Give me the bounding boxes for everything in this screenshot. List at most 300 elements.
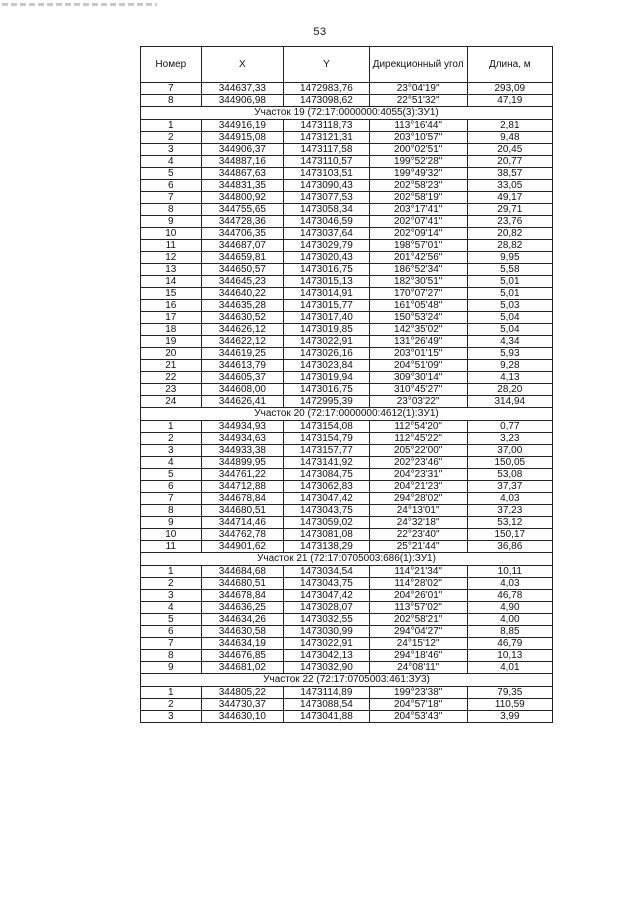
point-number: 1 — [141, 421, 202, 433]
direction-angle: 202°07'41" — [369, 216, 467, 228]
coord-y: 1473037,64 — [284, 228, 370, 240]
table-row — [141, 288, 553, 300]
table-row — [141, 469, 553, 481]
coord-x: 344630,52 — [201, 312, 284, 324]
length: 28,82 — [467, 240, 552, 252]
coord-y: 1473103,51 — [284, 168, 370, 180]
length: 5,01 — [467, 288, 552, 300]
point-number: 5 — [141, 168, 202, 180]
length: 5,01 — [467, 276, 552, 288]
coord-y: 1473014,91 — [284, 288, 370, 300]
section-row — [141, 553, 553, 566]
coord-x: 344761,22 — [201, 469, 284, 481]
direction-angle: 198°57'01" — [369, 240, 467, 252]
coord-y: 1473141,92 — [284, 457, 370, 469]
coord-x: 344714,46 — [201, 517, 284, 529]
table-row — [141, 372, 553, 384]
header-length: Длина, м — [467, 47, 552, 83]
coord-y: 1473121,31 — [284, 132, 370, 144]
coord-y: 1473042,13 — [284, 650, 370, 662]
table-body — [141, 83, 553, 723]
table-row — [141, 132, 553, 144]
point-number: 2 — [141, 132, 202, 144]
coord-x: 344630,10 — [201, 711, 284, 723]
direction-angle: 205°22'00" — [369, 445, 467, 457]
coord-y: 1473032,55 — [284, 614, 370, 626]
coord-y: 1473154,08 — [284, 421, 370, 433]
table-row — [141, 541, 553, 553]
table-row — [141, 638, 553, 650]
table-row — [141, 156, 553, 168]
direction-angle: 22°51'32" — [369, 95, 467, 107]
point-number: 21 — [141, 360, 202, 372]
direction-angle: 113°57'02" — [369, 602, 467, 614]
length: 0,77 — [467, 421, 552, 433]
coord-x: 344730,37 — [201, 699, 284, 711]
table-row — [141, 336, 553, 348]
coord-x: 344619,25 — [201, 348, 284, 360]
point-number: 8 — [141, 650, 202, 662]
table-row — [141, 711, 553, 723]
table-row — [141, 614, 553, 626]
point-number: 6 — [141, 180, 202, 192]
length: 10,11 — [467, 566, 552, 578]
table-row — [141, 180, 553, 192]
point-number: 10 — [141, 529, 202, 541]
table-row — [141, 396, 553, 408]
coord-y: 1473081,08 — [284, 529, 370, 541]
direction-angle: 161°05'48" — [369, 300, 467, 312]
length: 4,03 — [467, 578, 552, 590]
point-number: 3 — [141, 144, 202, 156]
point-number: 20 — [141, 348, 202, 360]
table-row — [141, 433, 553, 445]
length: 37,37 — [467, 481, 552, 493]
direction-angle: 204°26'01" — [369, 590, 467, 602]
coord-y: 1473098,62 — [284, 95, 370, 107]
point-number: 3 — [141, 445, 202, 457]
length: 4,03 — [467, 493, 552, 505]
table-row — [141, 687, 553, 699]
section-title: Участок 21 (72:17:0705003:686(1):ЗУ1) — [141, 553, 553, 566]
coord-x: 344650,57 — [201, 264, 284, 276]
header-x: X — [201, 47, 284, 83]
coord-y: 1473030,99 — [284, 626, 370, 638]
length: 33,05 — [467, 180, 552, 192]
direction-angle: 203°17'41" — [369, 204, 467, 216]
coord-y: 1473034,54 — [284, 566, 370, 578]
coord-y: 1473029,79 — [284, 240, 370, 252]
coord-y: 1473043,75 — [284, 505, 370, 517]
coord-x: 344626,12 — [201, 324, 284, 336]
table-row — [141, 578, 553, 590]
table-row — [141, 517, 553, 529]
coord-x: 344934,63 — [201, 433, 284, 445]
table-row — [141, 228, 553, 240]
coord-x: 344634,19 — [201, 638, 284, 650]
coord-y: 1473016,75 — [284, 264, 370, 276]
direction-angle: 202°58'23" — [369, 180, 467, 192]
coord-x: 344680,51 — [201, 505, 284, 517]
point-number: 24 — [141, 396, 202, 408]
table-row — [141, 421, 553, 433]
length: 49,17 — [467, 192, 552, 204]
table-row — [141, 590, 553, 602]
length: 2,81 — [467, 120, 552, 132]
coord-y: 1473046,59 — [284, 216, 370, 228]
direction-angle: 24°13'01" — [369, 505, 467, 517]
page-number: 53 — [313, 26, 327, 38]
length: 36,86 — [467, 541, 552, 553]
direction-angle: 202°58'21" — [369, 614, 467, 626]
table-row — [141, 360, 553, 372]
point-number: 9 — [141, 216, 202, 228]
coord-x: 344867,63 — [201, 168, 284, 180]
direction-angle: 199°49'32" — [369, 168, 467, 180]
length: 4,00 — [467, 614, 552, 626]
direction-angle: 23°03'22" — [369, 396, 467, 408]
coord-y: 1473028,07 — [284, 602, 370, 614]
table-row — [141, 204, 553, 216]
direction-angle: 204°53'43" — [369, 711, 467, 723]
direction-angle: 294°18'46" — [369, 650, 467, 662]
direction-angle: 294°28'02" — [369, 493, 467, 505]
length: 38,57 — [467, 168, 552, 180]
table-row — [141, 602, 553, 614]
coord-x: 344608,00 — [201, 384, 284, 396]
coord-x: 344634,26 — [201, 614, 284, 626]
table-row — [141, 312, 553, 324]
coord-x: 344755,65 — [201, 204, 284, 216]
length: 37,23 — [467, 505, 552, 517]
table-row — [141, 83, 553, 95]
coord-y: 1473019,85 — [284, 324, 370, 336]
point-number: 5 — [141, 614, 202, 626]
coord-y: 1473090,43 — [284, 180, 370, 192]
length: 5,93 — [467, 348, 552, 360]
length: 4,34 — [467, 336, 552, 348]
point-number: 7 — [141, 192, 202, 204]
direction-angle: 199°52'28" — [369, 156, 467, 168]
point-number: 9 — [141, 517, 202, 529]
length: 5,04 — [467, 312, 552, 324]
point-number: 4 — [141, 156, 202, 168]
table-row — [141, 264, 553, 276]
section-row — [141, 408, 553, 421]
section-row — [141, 674, 553, 687]
coord-x: 344831,35 — [201, 180, 284, 192]
length: 3,23 — [467, 433, 552, 445]
table-row — [141, 626, 553, 638]
coord-y: 1473114,89 — [284, 687, 370, 699]
coord-x: 344915,08 — [201, 132, 284, 144]
coord-y: 1473157,77 — [284, 445, 370, 457]
direction-angle: 114°28'02" — [369, 578, 467, 590]
direction-angle: 202°09'14" — [369, 228, 467, 240]
length: 20,82 — [467, 228, 552, 240]
point-number: 14 — [141, 276, 202, 288]
coord-y: 1473020,43 — [284, 252, 370, 264]
coord-x: 344762,78 — [201, 529, 284, 541]
coord-x: 344630,58 — [201, 626, 284, 638]
length: 150,05 — [467, 457, 552, 469]
coord-x: 344613,79 — [201, 360, 284, 372]
length: 47,19 — [467, 95, 552, 107]
length: 79,35 — [467, 687, 552, 699]
coord-y: 1473026,16 — [284, 348, 370, 360]
table-row — [141, 348, 553, 360]
table-row — [141, 240, 553, 252]
coord-x: 344916,19 — [201, 120, 284, 132]
point-number: 2 — [141, 433, 202, 445]
point-number: 23 — [141, 384, 202, 396]
direction-angle: 170°07'27" — [369, 288, 467, 300]
section-row — [141, 107, 553, 120]
point-number: 5 — [141, 469, 202, 481]
point-number: 8 — [141, 204, 202, 216]
length: 23,76 — [467, 216, 552, 228]
length: 53,12 — [467, 517, 552, 529]
point-number: 6 — [141, 626, 202, 638]
coord-y: 1473062,83 — [284, 481, 370, 493]
point-number: 16 — [141, 300, 202, 312]
length: 3,99 — [467, 711, 552, 723]
table-row — [141, 95, 553, 107]
coord-y: 1473032,90 — [284, 662, 370, 674]
point-number: 7 — [141, 83, 202, 95]
direction-angle: 24°32'18" — [369, 517, 467, 529]
table-row — [141, 120, 553, 132]
coord-y: 1473047,42 — [284, 493, 370, 505]
table-row — [141, 168, 553, 180]
direction-angle: 204°51'09" — [369, 360, 467, 372]
point-number: 11 — [141, 240, 202, 252]
direction-angle: 202°58'19" — [369, 192, 467, 204]
length: 20,45 — [467, 144, 552, 156]
coord-y: 1473047,42 — [284, 590, 370, 602]
coord-x: 344906,98 — [201, 95, 284, 107]
header-direction-angle: Дирекционный угол — [369, 47, 467, 83]
point-number: 12 — [141, 252, 202, 264]
length: 20,77 — [467, 156, 552, 168]
coord-y: 1472983,76 — [284, 83, 370, 95]
coord-y: 1473015,13 — [284, 276, 370, 288]
point-number: 2 — [141, 578, 202, 590]
coord-y: 1473077,53 — [284, 192, 370, 204]
coord-y: 1473016,75 — [284, 384, 370, 396]
table-row — [141, 252, 553, 264]
length: 29,71 — [467, 204, 552, 216]
point-number: 1 — [141, 566, 202, 578]
table-row — [141, 144, 553, 156]
coord-x: 344637,33 — [201, 83, 284, 95]
coord-x: 344899,95 — [201, 457, 284, 469]
direction-angle: 199°23'38" — [369, 687, 467, 699]
length: 37,00 — [467, 445, 552, 457]
direction-angle: 294°04'27" — [369, 626, 467, 638]
table-row — [141, 650, 553, 662]
length: 9,48 — [467, 132, 552, 144]
direction-angle: 310°45'27" — [369, 384, 467, 396]
point-number: 2 — [141, 699, 202, 711]
point-number: 11 — [141, 541, 202, 553]
coord-x: 344901,62 — [201, 541, 284, 553]
point-number: 9 — [141, 662, 202, 674]
coord-x: 344626,41 — [201, 396, 284, 408]
length: 150,17 — [467, 529, 552, 541]
direction-angle: 112°54'20" — [369, 421, 467, 433]
length: 5,03 — [467, 300, 552, 312]
direction-angle: 203°10'57" — [369, 132, 467, 144]
direction-angle: 131°26'49" — [369, 336, 467, 348]
coord-x: 344605,37 — [201, 372, 284, 384]
length: 53,08 — [467, 469, 552, 481]
coord-x: 344805,22 — [201, 687, 284, 699]
point-number: 18 — [141, 324, 202, 336]
coord-y: 1473019,94 — [284, 372, 370, 384]
coord-y: 1473058,34 — [284, 204, 370, 216]
table-row — [141, 662, 553, 674]
coord-x: 344687,07 — [201, 240, 284, 252]
coord-y: 1473088,54 — [284, 699, 370, 711]
coord-x: 344906,37 — [201, 144, 284, 156]
point-number: 19 — [141, 336, 202, 348]
coord-x: 344712,88 — [201, 481, 284, 493]
coord-y: 1473110,57 — [284, 156, 370, 168]
direction-angle: 203°01'15" — [369, 348, 467, 360]
coord-y: 1473015,77 — [284, 300, 370, 312]
length: 10,13 — [467, 650, 552, 662]
table-row — [141, 324, 553, 336]
direction-angle: 23°04'19" — [369, 83, 467, 95]
length: 8,85 — [467, 626, 552, 638]
point-number: 15 — [141, 288, 202, 300]
direction-angle: 200°02'51" — [369, 144, 467, 156]
coord-x: 344659,81 — [201, 252, 284, 264]
direction-angle: 309°30'14" — [369, 372, 467, 384]
length: 5,04 — [467, 324, 552, 336]
table-row — [141, 192, 553, 204]
coord-x: 344636,25 — [201, 602, 284, 614]
point-number: 1 — [141, 120, 202, 132]
length: 314,94 — [467, 396, 552, 408]
point-number: 8 — [141, 505, 202, 517]
header-y: Y — [284, 47, 370, 83]
point-number: 17 — [141, 312, 202, 324]
direction-angle: 204°57'18" — [369, 699, 467, 711]
table-row — [141, 457, 553, 469]
section-title: Участок 22 (72:17:0705003:461:ЗУ3) — [141, 674, 553, 687]
coord-x: 344887,16 — [201, 156, 284, 168]
coordinates-table — [140, 46, 553, 723]
direction-angle: 114°21'34" — [369, 566, 467, 578]
length: 46,79 — [467, 638, 552, 650]
coord-y: 1473022,91 — [284, 638, 370, 650]
coord-x: 344933,38 — [201, 445, 284, 457]
coord-y: 1473059,02 — [284, 517, 370, 529]
table-row — [141, 699, 553, 711]
coord-y: 1473022,91 — [284, 336, 370, 348]
coord-x: 344622,12 — [201, 336, 284, 348]
coord-x: 344728,36 — [201, 216, 284, 228]
coord-y: 1473043,75 — [284, 578, 370, 590]
table-header — [141, 47, 553, 83]
point-number: 3 — [141, 711, 202, 723]
table-row — [141, 566, 553, 578]
section-title: Участок 19 (72:17:0000000:4055(3):ЗУ1) — [141, 107, 553, 120]
point-number: 8 — [141, 95, 202, 107]
coord-x: 344684,68 — [201, 566, 284, 578]
table-row — [141, 276, 553, 288]
point-number: 3 — [141, 590, 202, 602]
coord-x: 344635,28 — [201, 300, 284, 312]
length: 9,28 — [467, 360, 552, 372]
coord-y: 1473117,58 — [284, 144, 370, 156]
coord-x: 344678,84 — [201, 493, 284, 505]
table-row — [141, 505, 553, 517]
coord-x: 344681,02 — [201, 662, 284, 674]
table-row — [141, 216, 553, 228]
direction-angle: 201°42'56" — [369, 252, 467, 264]
coord-y: 1473023,84 — [284, 360, 370, 372]
direction-angle: 113°16'44" — [369, 120, 467, 132]
coord-y: 1473118,73 — [284, 120, 370, 132]
length: 46,78 — [467, 590, 552, 602]
point-number: 13 — [141, 264, 202, 276]
coord-x: 344678,84 — [201, 590, 284, 602]
table-row — [141, 300, 553, 312]
coord-x: 344706,35 — [201, 228, 284, 240]
point-number: 7 — [141, 493, 202, 505]
coord-x: 344645,23 — [201, 276, 284, 288]
coord-y: 1472995,39 — [284, 396, 370, 408]
header-row — [141, 47, 553, 83]
table-row — [141, 493, 553, 505]
direction-angle: 142°35'02" — [369, 324, 467, 336]
length: 9,95 — [467, 252, 552, 264]
direction-angle: 22°23'40" — [369, 529, 467, 541]
length: 4,90 — [467, 602, 552, 614]
table-row — [141, 481, 553, 493]
table-row — [141, 445, 553, 457]
length: 5,58 — [467, 264, 552, 276]
direction-angle: 25°21'44" — [369, 541, 467, 553]
point-number: 1 — [141, 687, 202, 699]
direction-angle: 204°21'23" — [369, 481, 467, 493]
length: 4,01 — [467, 662, 552, 674]
coord-x: 344676,85 — [201, 650, 284, 662]
direction-angle: 202°23'46" — [369, 457, 467, 469]
coord-y: 1473084,75 — [284, 469, 370, 481]
header-number: Номер — [141, 47, 202, 83]
direction-angle: 112°45'22" — [369, 433, 467, 445]
section-title: Участок 20 (72:17:0000000:4612(1):ЗУ1) — [141, 408, 553, 421]
scan-artifact — [2, 3, 157, 6]
point-number: 7 — [141, 638, 202, 650]
direction-angle: 24°08'11" — [369, 662, 467, 674]
point-number: 22 — [141, 372, 202, 384]
coord-x: 344800,92 — [201, 192, 284, 204]
coord-y: 1473154,79 — [284, 433, 370, 445]
direction-angle: 204°23'31" — [369, 469, 467, 481]
coord-x: 344680,51 — [201, 578, 284, 590]
length: 28,20 — [467, 384, 552, 396]
coord-y: 1473138,29 — [284, 541, 370, 553]
table-row — [141, 529, 553, 541]
coord-x: 344934,93 — [201, 421, 284, 433]
length: 4,13 — [467, 372, 552, 384]
point-number: 4 — [141, 457, 202, 469]
